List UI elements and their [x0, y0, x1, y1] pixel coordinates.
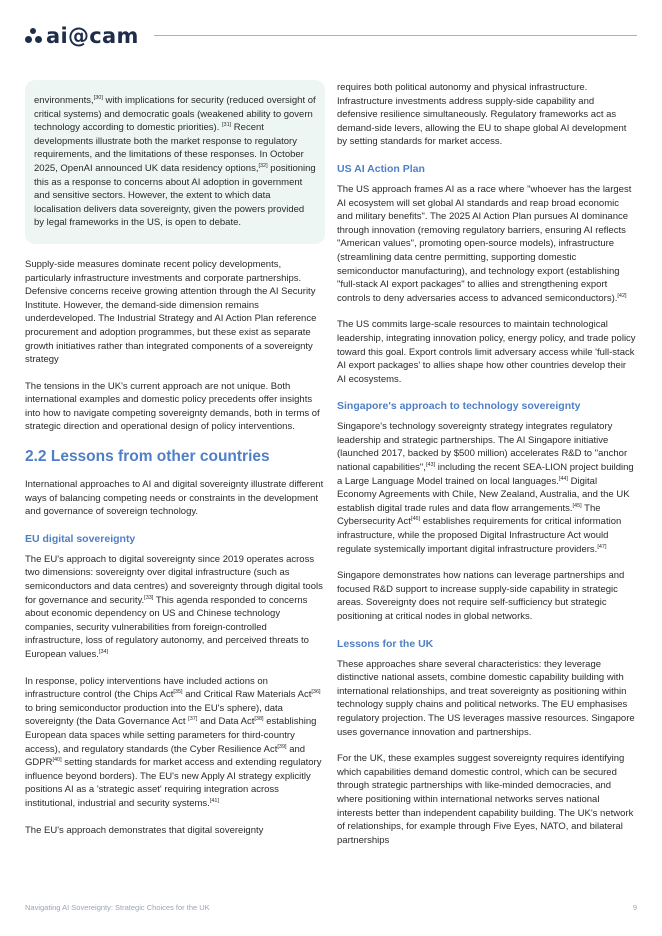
logo-text: ai@cam: [46, 24, 139, 48]
paragraph: In response, policy interventions have included actions on infrastructure control (the Chips Act[35] and Critical Raw Materials Act[36] to bring semiconductor production into the EU's sphere), data sovereignty (the Data Governance Act [37] and Data Act[38] establishing European data spaces while setting parameters for third-country access), and regulatory standards (the Cyber Resilience Act[39] and GDPR[40] setting standards for market access and extending regulatory influence beyond borders). The EU's new Apply AI strategy explicitly positions AI as a 'strategic asset' requiring integration across institutional, industrial and security systems.[41]: [25, 675, 322, 809]
footnote-ref: [42]: [617, 292, 627, 299]
footnote-ref: [37]: [188, 716, 198, 723]
footnote-ref: [43]: [425, 461, 436, 468]
paragraph: The EU's approach demonstrates that digital sovereignty: [25, 824, 264, 836]
paragraph: Singapore's technology sovereignty strategy integrates regulatory leadership and strategic partnerships. The AI Singapore initiative (launched 2017, backed by $500 million) accelerates R&D to "anchor national capabilities",[43] including the recent SEA-LION project building a Large Language Model trained on local languages.[44] Digital Economy Agreements with Chile, New Zealand, Australia, and the UK establish digital trade rules and data flow arrangements.[45] The Cybersecurity Act[46] establishes requirements for critical information infrastructure, while the proposed Digital Infrastructure Act would regulate systemically important digital infrastructure providers.[47]: [337, 421, 634, 555]
footer: [25, 903, 637, 912]
footnote-ref: [35]: [173, 689, 183, 696]
footnote-ref: [31]: [221, 122, 232, 129]
paragraph: Supply-side measures dominate recent policy developments, particularly infrastructure investments and corporate partnerships. Defensive concerns receive growing attention through the AI Security Institute. However, the demand-side dimension remains underdeveloped. The Industrial Strategy and AI Action Plan reference procurement and adoption programmes, but these exist as separate growth initiatives rather than integrated components of a sovereignty strategy: [25, 258, 317, 366]
footnote-ref: [34]: [98, 648, 109, 655]
subheading-eu: EU digital sovereignty: [25, 532, 136, 545]
paragraph: Singapore demonstrates how nations can leverage partnerships and focused R&D support to increase supply-side capability in strategic areas. Sovereignty does not require self-sufficiency but strategic positioning at critical nodes in global networks.: [337, 570, 625, 622]
footnote-ref: [36]: [311, 689, 321, 696]
footnote-ref: [33]: [144, 594, 154, 601]
footnote-ref: [38]: [254, 716, 264, 723]
footnote-ref: [41]: [209, 797, 219, 804]
logo-dots-icon: [24, 27, 42, 45]
subheading-singapore: Singapore's approach to technology sovereignty: [337, 400, 581, 413]
footer-title: Navigating AI Sovereignty: Strategic Choices for the UK: [25, 903, 210, 912]
paragraph: International approaches to AI and digital sovereignty illustrate different ways of balancing competing needs or constraints in the development and governance of sovereign technology.: [25, 479, 324, 518]
subheading-uk: Lessons for the UK: [337, 637, 434, 650]
paragraph: These approaches share several characteristics: they leverage distinctive national assets, combine domestic capability building with international relationships, and treat sovereignty as positioning within technology supply chains and political networks. The EU emphasises regulatory projection. The US leverages massive resources. Singapore uses governance innovation and partnerships.: [337, 658, 635, 738]
paragraph: The US commits large-scale resources to maintain technological leadership, integrating innovation policy, energy policy, and trade policy toward this goal. Export controls limit adversary access while 'full-stack AI export packages' to allies shape how other countries develop their AI ecosystems.: [337, 319, 636, 385]
paragraph: The tensions in the UK's current approach are not unique. Both international examples and domestic policy precedents offer insights into how to navigate competing sovereignty demands, both in terms of strategic direction and operational design of policy interventions.: [25, 380, 320, 433]
footnote-ref: [32]: [258, 162, 268, 169]
footnote-ref: [45]: [572, 502, 582, 509]
footnote-ref: [30]: [93, 94, 103, 101]
paragraph: requires both political autonomy and physical infrastructure. Infrastructure investments address supply-side capability and defensive resilience simultaneously. Regulatory frameworks act as demand-side levers, allowing the EU to shape global AI development by setting standards for market access.: [337, 82, 627, 148]
section-heading: 2.2 Lessons from other countries: [25, 448, 270, 466]
footnote-ref: [46]: [410, 516, 421, 523]
header-rule: [154, 35, 637, 36]
paragraph: The EU's approach to digital sovereignty since 2019 operates across two dimensions: sovereignty over digital infrastructure (such as semiconductors and data centres) and sovereignty through digital tools for governance and security.[33] This agenda responded to concerns about economic dependency on US and Chinese technology companies, security vulnerabilities from foreign-controlled infrastructure, loss of regulatory autonomy, and perceived threats to European values.[34]: [25, 553, 323, 660]
page-number: 9: [632, 903, 637, 912]
footnote-ref: [40]: [52, 757, 62, 763]
paragraph: The US approach frames AI as a race where "whoever has the largest AI ecosystem will set global AI standards and reap broad economic and military benefits". The 2025 AI Action Plan pursues AI dominance through innovation (removing regulatory barriers, ensuring AI reflects "American values", promoting open-source models), infrastructure (streamlining data centre permitting, supporting domestic semiconductor manufacturing), and technology export (establishing "full-stack AI export packages" to allies and strengthening export controls to deny adversaries access to advanced semiconductors).[42]: [337, 183, 632, 304]
highlight-box: [25, 80, 325, 244]
footnote-ref: [39]: [277, 743, 287, 750]
aicam-logo: [24, 24, 139, 48]
footnote-ref: [44]: [558, 475, 569, 482]
subheading-us: US AI Action Plan: [337, 162, 425, 175]
footnote-ref: [47]: [597, 543, 607, 550]
right-column: [337, 81, 637, 860]
box-text: environments,[30] with implications for security (reduced oversight of critical systems) and democratic goals (weakened ability to govern technology according to domestic priorities). [31] Recent developments illustrate both the market response to regulatory requirements, and the limitations of these responses. In October 2025, OpenAI announced UK data residency options,[32] positioning this as a response to concerns about AI adoption in government and sensitive sectors. However, the extent to which data localisation delivers data sovereignty, given the powers provided by legal frameworks in the US, is open to debate.: [34, 94, 316, 229]
paragraph: For the UK, these examples suggest sovereignty requires identifying which capabilities demand domestic control, which can be secured through strategic partnerships with like-minded democracies, and where positioning within international networks serves national interests better than independent capability building. The UK's network of relationships, for example through Five Eyes, NATO, and bilateral partnerships: [337, 753, 634, 846]
left-column: [25, 80, 325, 850]
